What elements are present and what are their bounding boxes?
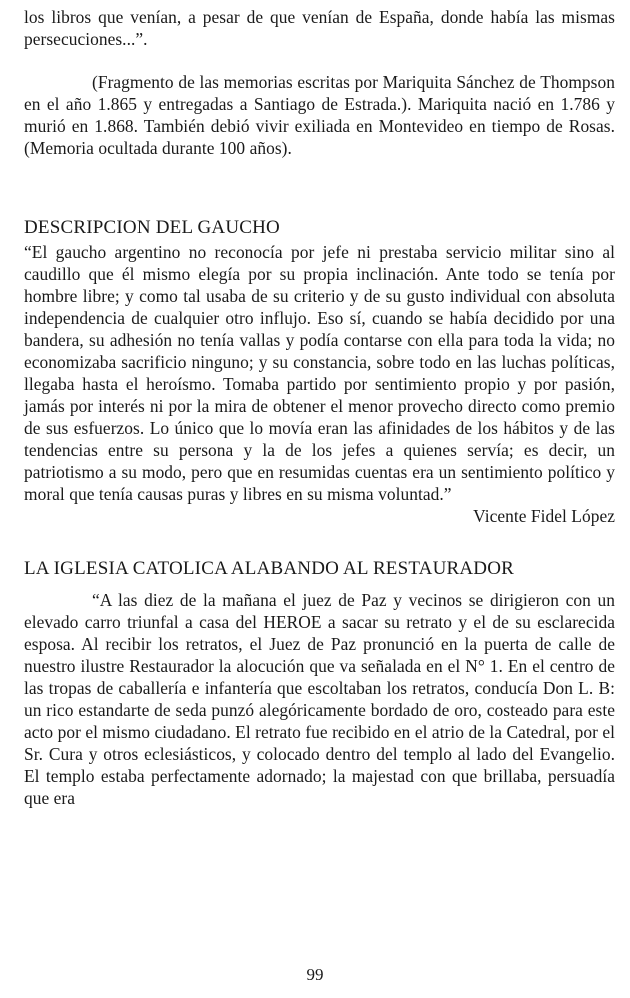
fragment-note-paragraph: (Fragmento de las memorias escritas por Mariquita Sánchez de Thompson en el año 1.865 y entregadas a Santiago de Estrada.). Mariquita nació en 1.786 y murió en 1.868. También debió vivir exiliada en Montevideo en tiempo de Rosas. (Memoria ocultada durante 100 años). — [24, 72, 615, 158]
section-heading-gaucho: DESCRIPCION DEL GAUCHO — [24, 217, 280, 238]
document-page — [24, 6, 615, 809]
intro-paragraph-end: los libros que venían, a pesar de que venían de España, donde había las mismas persecuciones...”. — [24, 7, 615, 49]
iglesia-quote-paragraph: “A las diez de la mañana el juez de Paz y vecinos se dirigieron con un elevado carro triunfal a casa del HEROE a sacar su retrato y el de su esclarecida esposa. Al recibir los retratos, el Juez de Paz pronunció en la puerta de calle de nuestro ilustre Restaurador la alocución que va señalada en el N° 1. En el centro de las tropas de caballería e infantería que escoltaban los retratos, conducía Don L. B: un rico estandarte de seda punzó alegóricamente bordado de oro, costeado para este acto por el mismo ciudadano. El retrato fue recibido en el atrio de la Catedral, por el Sr. Cura y otros eclesiásticos, y colocado dentro del templo al lado del Evangelio. El templo estaba perfectamente adornado; la majestad con que brillaba, persuadía que era — [24, 590, 615, 808]
gaucho-quote-attribution: Vicente Fidel López — [473, 506, 615, 526]
section-heading-iglesia: LA IGLESIA CATOLICA ALABANDO AL RESTAURADOR — [24, 558, 515, 579]
gaucho-quote-paragraph: “El gaucho argentino no reconocía por jefe ni prestaba servicio militar sino al caudillo que él mismo elegía por su propia inclinación. Ante todo se tenía por hombre libre; y como tal usaba de su criterio y de su gusto individual con absoluta independencia de cualquier otro influjo. Eso sí, cuando se había decidido por una bandera, su adhesión no tenía vallas y podía contarse con ella para toda la vida; no economizaba sacrificio ninguno; y su constancia, sobre todo en las luchas políticas, llegaba hasta el heroísmo. Tomaba partido por sentimiento propio y por pasión, jamás por interés ni por la mira de obtener el menor provecho directo como premio de sus esfuerzos. Lo único que lo movía eran las afinidades de los hábitos y de las tendencias entre su persona y la de los jefes a quienes servía; es decir, un patriotismo a su modo, pero que en resumidas cuentas era un sentimiento político y moral que tenía causas puras y libres en su misma voluntad.” — [24, 242, 615, 504]
page-number: 99 — [306, 965, 324, 984]
